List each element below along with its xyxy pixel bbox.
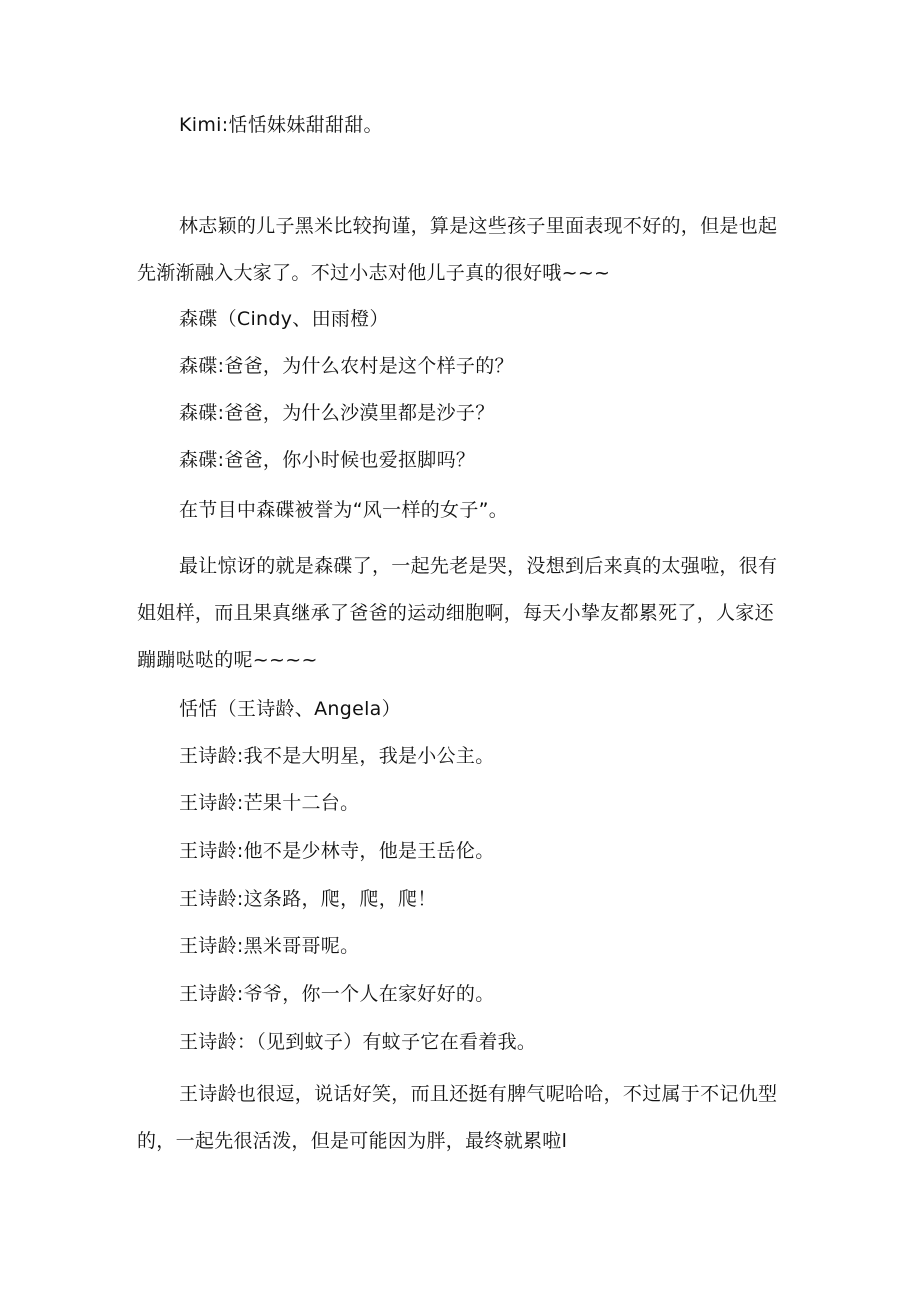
paragraph-wangshiling-quote-6: 王诗龄:爷爷，你一个人在家好好的。 [179, 983, 495, 1005]
paragraph-sendie-description: 最让惊讶的就是森碟了，一起先老是哭，没想到后来真的太强啦，很有姐姐样，而且果真继承了爸爸的运动细胞啊，每天小挚友都累死了，人家还蹦蹦哒哒的呢~~~~ [137, 555, 778, 671]
paragraph-wangshiling-quote-1: 王诗龄:我不是大明星，我是小公主。 [179, 745, 495, 767]
paragraph-wangshiling-quote-5: 王诗龄:黑米哥哥呢。 [179, 935, 360, 957]
paragraph-sendie-nickname: 在节目中森碟被誉为“风一样的女子”。 [179, 499, 509, 521]
paragraph-sendie-quote-3: 森碟:爸爸，你小时候也爱抠脚吗？ [179, 449, 476, 471]
paragraph-sendie-heading: 森碟（Cindy、田雨橙） [179, 308, 389, 330]
paragraph-tiantian-heading: 恬恬（王诗龄、Angela） [179, 698, 401, 720]
paragraph-wangshiling-quote-4: 王诗龄:这条路，爬，爬，爬！ [179, 888, 437, 910]
paragraph-wangshiling-quote-3: 王诗龄:他不是少林寺，他是王岳伦。 [179, 840, 495, 862]
paragraph-sendie-quote-1: 森碟:爸爸，为什么农村是这个样子的？ [179, 355, 514, 377]
paragraph-wangshiling-quote-7: 王诗龄：（见到蚊子）有蚊子它在看着我。 [179, 1031, 537, 1053]
paragraph-kimi-line: Kimi:恬恬妹妹甜甜甜。 [179, 114, 383, 136]
paragraph-heimi-description: 林志颖的儿子黑米比较拘谨，算是这些孩子里面表现不好的，但是也起先渐渐融入大家了。不过小志对他儿子真的很好哦~~~ [137, 215, 778, 284]
paragraph-wangshiling-description: 王诗龄也很逗，说话好笑，而且还挺有脾气呢哈哈，不过属于不记仇型的，一起先很活泼，但是可能因为胖，最终就累啦l [137, 1083, 778, 1152]
paragraph-wangshiling-quote-2: 王诗龄:芒果十二台。 [179, 792, 360, 814]
paragraph-sendie-quote-2: 森碟:爸爸，为什么沙漠里都是沙子？ [179, 402, 495, 424]
